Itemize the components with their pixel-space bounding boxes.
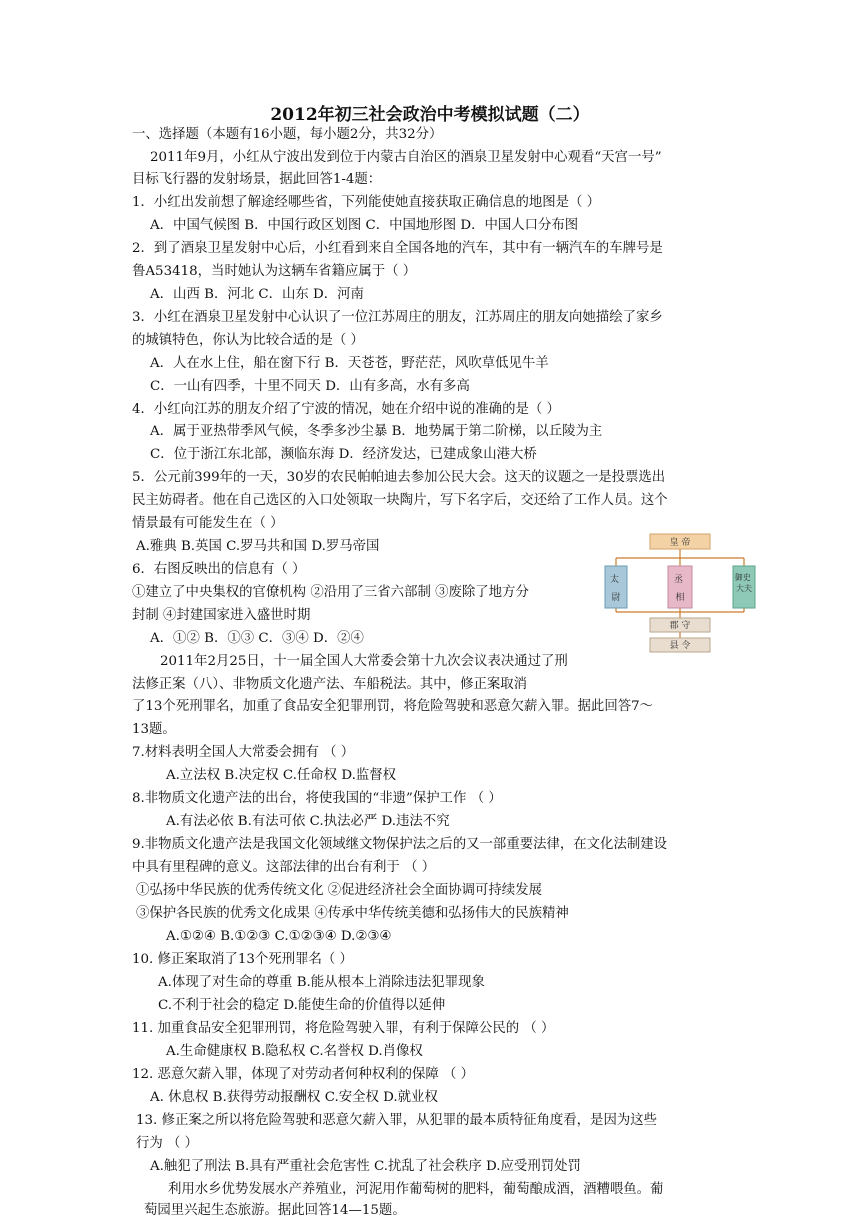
page-title: 2012年初三社会政治中考模拟试题（二） — [270, 105, 590, 125]
options: A．人在水上住，船在窗下行 B．天苍苍，野茫茫，风吹草低见牛羊 — [150, 356, 549, 371]
question-6: 6．右图反映出的信息有（ ） — [132, 562, 306, 577]
options: A.触犯了刑法 B.具有严重社会危害性 C.扰乱了社会秩序 D.应受刑罚处罚 — [150, 1159, 581, 1174]
question-3: 3．小红在酒泉卫星发射中心认识了一位江苏周庄的朋友，江苏周庄的朋友向她描绘了家乡 — [132, 310, 663, 325]
question-5: 5．公元前399年的一天，30岁的农民帕帕迪去参加公民大会。这天的议题之一是投票选出 — [132, 470, 666, 485]
options: C.不利于社会的稳定 D.能使生命的价值得以延伸 — [158, 998, 446, 1013]
options: A.有法必依 B.有法可依 C.执法必严 D.违法不究 — [166, 814, 450, 829]
section-heading: 一、选择题（本题有16小题，每小题2分，共32分） — [132, 127, 443, 142]
yushi-line-2: 大夫 — [736, 584, 752, 593]
options: A.生命健康权 B.隐私权 C.名誉权 D.肖像权 — [166, 1044, 423, 1059]
question-13: 13. 修正案之所以将危险驾驶和恶意欠薪入罪，从犯罪的最本质特征角度看，是因为这些 — [136, 1113, 658, 1128]
text-line: 目标飞行器的发射场景，据此回答1-4题： — [132, 172, 382, 187]
options: C．位于浙江东北部，濒临东海 D．经济发达，已建成象山港大桥 — [150, 447, 537, 462]
taiwei-char-2: 尉 — [611, 593, 621, 603]
chengxiang-char-1: 丞 — [674, 575, 684, 585]
text-line: 13题。 — [132, 722, 176, 737]
question-1: 1．小红出发前想了解途经哪些省，下列能使她直接获取正确信息的地图是（ ） — [132, 195, 601, 210]
options: A.雅典 B.英国 C.罗马共和国 D.罗马帝国 — [136, 539, 380, 554]
text-line: 情景最有可能发生在（ ） — [132, 516, 284, 531]
question-9: 9.非物质文化遗产法是我国文化领域继文物保护法之后的又一部重要法律，在文化法制建设 — [132, 837, 668, 852]
text-line: ①建立了中央集权的官僚机构 ②沿用了三省六部制 ③废除了地方分 — [132, 585, 529, 600]
options: A. 休息权 B.获得劳动报酬权 C.安全权 D.就业权 — [150, 1090, 438, 1105]
yushi-line-1: 御史 — [734, 573, 751, 582]
text-line: 了13个死刑罪名，加重了食品安全犯罪刑罚，将危险驾驶和恶意欠薪入罪。据此回答7～ — [132, 699, 654, 714]
question-8: 8.非物质文化遗产法的出台，将使我国的“非遗”保护工作 （ ） — [132, 791, 502, 806]
chengxiang-char-2: 相 — [675, 593, 685, 603]
emperor-label: 皇 帝 — [669, 538, 691, 548]
qin-bureaucracy-diagram — [602, 532, 758, 662]
options: A．山西 B．河北 C．山东 D．河南 — [150, 287, 364, 302]
text-line: 中具有里程碑的意义。这部法律的出台有利于 （ ） — [132, 860, 436, 875]
options: A.体现了对生命的尊重 B.能从根本上消除违法犯罪现象 — [158, 975, 485, 990]
question-4: 4．小红向江苏的朋友介绍了宁波的情况，她在介绍中说的准确的是（ ） — [132, 402, 560, 417]
options: A.立法权 B.决定权 C.任命权 D.监督权 — [166, 768, 397, 783]
taiwei-char-1: 太 — [610, 575, 620, 585]
text-line: 利用水乡优势发展水产养殖业，河泥用作葡萄树的肥料，葡萄酿成酒，酒糟喂鱼。葡 — [168, 1182, 664, 1197]
text-line: 2011年9月，小红从宁波出发到位于内蒙古自治区的酒泉卫星发射中心观看“天宫一号” — [150, 150, 662, 165]
options: ①弘扬中华民族的优秀传统文化 ②促进经济社会全面协调可持续发展 — [136, 883, 542, 898]
jun-label: 郡 守 — [669, 621, 691, 631]
options: A．①② B．①③ C．③④ D．②④ — [150, 631, 364, 646]
text-line: 2011年2月25日，十一届全国人大常委会第十九次会议表决通过了刑 — [160, 654, 568, 669]
text-line: 封制 ④封建国家进入盛世时期 — [132, 608, 311, 623]
text-line: 的城镇特色，你认为比较合适的是（ ） — [132, 333, 364, 348]
text-line: 行为 （ ） — [136, 1136, 199, 1151]
options: A．属于亚热带季风气候，冬季多沙尘暴 B．地势属于第二阶梯，以丘陵为主 — [150, 424, 603, 439]
xian-label: 县 令 — [669, 641, 691, 651]
question-10: 10. 修正案取消了13个死刑罪名（ ） — [132, 952, 353, 967]
question-7: 7.材料表明全国人大常委会拥有 （ ） — [132, 745, 355, 760]
question-12: 12. 恶意欠薪入罪，体现了对劳动者何种权利的保障 （ ） — [132, 1067, 475, 1082]
options: ③保护各民族的优秀文化成果 ④传承中华传统美德和弘扬伟大的民族精神 — [136, 906, 569, 921]
text-line: 民主妨碍者。他在自己选区的入口处领取一块陶片，写下名字后，交还给了工作人员。这个 — [132, 493, 668, 508]
text-line: 鲁A53418，当时她认为这辆车省籍应属于（ ） — [132, 264, 417, 279]
question-11: 11. 加重食品安全犯罪刑罚，将危险驾驶入罪，有利于保障公民的 （ ） — [132, 1021, 555, 1036]
question-2: 2．到了酒泉卫星发射中心后，小红看到来自全国各地的汽车，其中有一辆汽车的车牌号是 — [132, 241, 663, 256]
options: A.①②④ B.①②③ C.①②③④ D.②③④ — [166, 929, 392, 944]
options: C．一山有四季，十里不同天 D．山有多高，水有多高 — [150, 379, 470, 394]
options: A．中国气候图 B．中国行政区划图 C．中国地形图 D．中国人口分布图 — [150, 218, 579, 233]
text-line: 萄园里兴起生态旅游。据此回答14—15题。 — [144, 1203, 406, 1218]
text-line: 法修正案（八）、非物质文化遗产法、车船税法。其中，修正案取消 — [132, 677, 528, 692]
